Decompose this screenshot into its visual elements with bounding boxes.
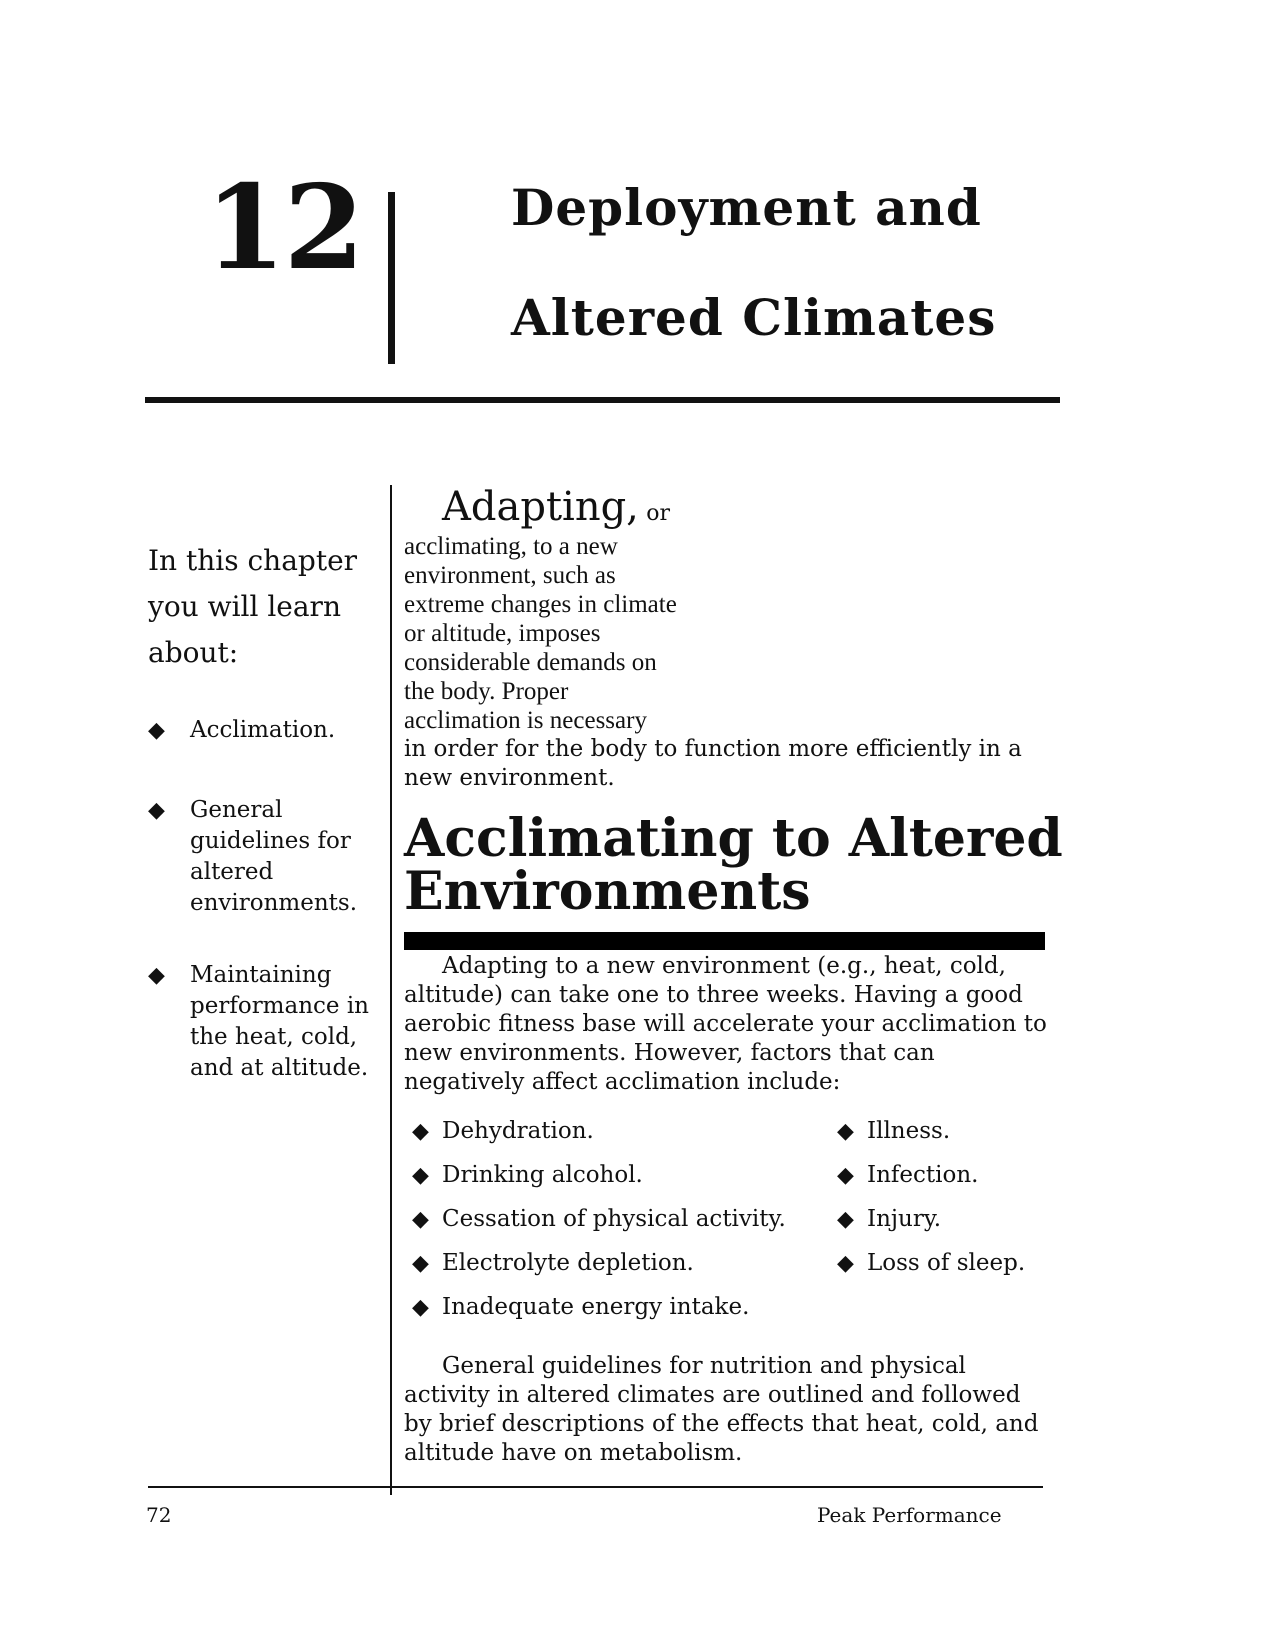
diamond-icon: ◆ bbox=[412, 1207, 429, 1232]
sidebar-item-label: Maintaining performance in the heat, cold, and at altitude. bbox=[190, 962, 369, 1081]
lead-line: considerable demands on bbox=[404, 649, 657, 676]
diamond-icon: ◆ bbox=[412, 1119, 429, 1144]
lead-paragraph bbox=[404, 482, 1044, 793]
sidebar-item bbox=[148, 715, 378, 746]
lead-line: the body. Proper bbox=[404, 678, 569, 705]
diamond-icon: ◆ bbox=[148, 798, 165, 823]
diamond-icon: ◆ bbox=[148, 718, 165, 743]
lead-big-word: Adapting, bbox=[442, 484, 639, 530]
diamond-icon: ◆ bbox=[148, 963, 165, 988]
diamond-icon: ◆ bbox=[412, 1295, 429, 1320]
sidebar-item bbox=[148, 960, 378, 1084]
chapter-title-line1: Deployment and bbox=[511, 178, 982, 237]
diamond-icon: ◆ bbox=[837, 1207, 854, 1232]
lead-line: extreme changes in climate bbox=[404, 591, 677, 618]
list-item: ◆ Cessation of physical activity. bbox=[412, 1204, 786, 1248]
list-item: ◆ Illness. bbox=[837, 1116, 1025, 1160]
paragraph-text: Adapting to a new environment (e.g., heat, cold, altitude) can take one to three weeks. Having a good aerobic fitness base will accelerate your acclimation to new environments. However, factors that can negatively affect acclimation include: bbox=[404, 953, 1047, 1095]
section-title: Acclimating to Altered Environments bbox=[404, 808, 1063, 922]
paragraph bbox=[404, 1352, 1049, 1468]
diamond-icon: ◆ bbox=[837, 1251, 854, 1276]
lead-wide-text: in order for the body to function more efficiently in a new environment. bbox=[404, 736, 1022, 791]
section-bar bbox=[404, 932, 1045, 950]
paragraph bbox=[404, 952, 1049, 1097]
lead-small-word: or bbox=[646, 501, 670, 526]
lead-line: environment, such as bbox=[404, 562, 616, 589]
sidebar-item-label: Acclimation. bbox=[190, 717, 336, 743]
factor-list bbox=[412, 1116, 1052, 1336]
paragraph-text: General guidelines for nutrition and physical activity in altered climates are outlined and followed by brief descriptions of the effects that heat, cold, and altitude have on metabolism. bbox=[404, 1353, 1039, 1466]
diamond-icon: ◆ bbox=[412, 1163, 429, 1188]
chapter-number: 12 bbox=[205, 160, 363, 296]
diamond-icon: ◆ bbox=[837, 1163, 854, 1188]
list-item: ◆ Loss of sleep. bbox=[837, 1248, 1025, 1292]
lead-line: acclimation is necessary bbox=[404, 707, 647, 734]
list-item: ◆ Injury. bbox=[837, 1204, 1025, 1248]
list-item: ◆ Dehydration. bbox=[412, 1116, 786, 1160]
diamond-icon: ◆ bbox=[837, 1119, 854, 1144]
chapter-title-line2: Altered Climates bbox=[511, 288, 997, 347]
title-divider bbox=[388, 192, 395, 364]
sidebar-item bbox=[148, 795, 378, 919]
sidebar-item-label: General guidelines for altered environments. bbox=[190, 797, 358, 916]
diamond-icon: ◆ bbox=[412, 1251, 429, 1276]
list-item: ◆ Inadequate energy intake. bbox=[412, 1292, 786, 1336]
list-item: ◆ Drinking alcohol. bbox=[412, 1160, 786, 1204]
book-title: Peak Performance bbox=[817, 1503, 1002, 1527]
sidebar-intro: In this chapter you will learn about: bbox=[148, 544, 358, 669]
column-divider bbox=[390, 485, 392, 1495]
page-number: 72 bbox=[146, 1503, 172, 1527]
lead-line: acclimating, to a new bbox=[404, 533, 618, 560]
list-item: ◆ Electrolyte depletion. bbox=[412, 1248, 786, 1292]
footer-rule bbox=[148, 1486, 1043, 1488]
lead-line: or altitude, imposes bbox=[404, 620, 601, 647]
header-rule bbox=[145, 397, 1060, 403]
list-item: ◆ Infection. bbox=[837, 1160, 1025, 1204]
